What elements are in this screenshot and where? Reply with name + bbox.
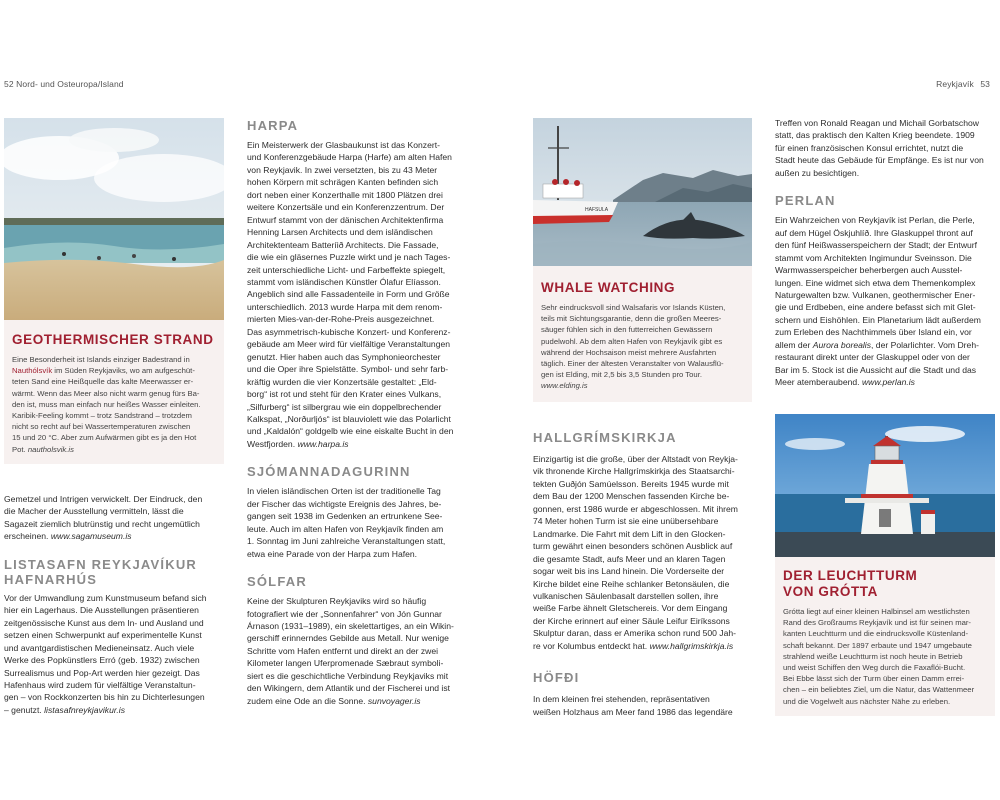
text-line: auf dem Hügel Öskjuhlíð. Ihre Glaskuppel thront auf (775, 227, 973, 238)
sjomannadagurinn-heading: SJÓMANNADAGURINN (247, 464, 411, 480)
text-line: zeit unterschiedliche Licht- und Farbeffekte spiegelt, (247, 264, 446, 275)
geo-line: den ist, muss man einfach nur heißes Wasser einleiten. (12, 399, 201, 409)
text-line: gebäude am Meer wird für vielfältige Veranstaltungen (247, 339, 451, 350)
harpa-heading: HARPA (247, 118, 299, 133)
text-line: tekten Guðjón Samúelsson. Bereits 1945 wurde mit (533, 478, 729, 489)
text-line: In vielen isländischen Orten ist der traditionelle Tag (247, 486, 441, 497)
sagamuseum-web-link[interactable]: www.sagamuseum.is (50, 531, 132, 542)
text-line: strahlend weiße Leuchtturm ist noch heute in Betrieb (783, 651, 963, 661)
perlan-web-link[interactable]: www.perlan.is (861, 377, 915, 388)
column-3-text (533, 430, 753, 718)
perlan-text (775, 214, 997, 388)
text-line: Bei Ebbe lässt sich der Turm über einen Damm errei- (783, 674, 965, 684)
text-line: säuger fühlen sich in den futterreichen Gewässern (541, 325, 713, 335)
geothermal-beach-text (12, 354, 216, 455)
harpa-web-link[interactable]: www.harpa.is (297, 438, 349, 449)
text-line: und avantgardistischen Medieneinsatz. Auch viele (4, 642, 195, 653)
elding-web-link[interactable]: www.elding.is (541, 381, 588, 391)
text-line: stammt vom Architekten Ingimundur Sveinsson. Die (775, 252, 972, 263)
text-line: während der Hochsaison meist mehrere Ausfahrten (541, 347, 717, 357)
text-line: Architektenteam Batteríið Architects. Die Fassade, (247, 239, 439, 250)
text-line: kanten Leuchtturm und die eindrucksvolle Küstenland- (783, 629, 969, 639)
geo-line: Pot. (12, 444, 28, 454)
text-line: hohen Körpern mit schrägen Kanten befinden sich (247, 177, 439, 188)
column-4-text (775, 117, 997, 389)
text-line: gerschiff erinnerndes Gebilde aus Metall. Nur wenige (247, 633, 449, 644)
grotta-lighthouse-box (775, 557, 995, 716)
hallgrimskirkja-heading: HALLGRÍMSKIRKJA (533, 430, 677, 445)
geo-line: wärmt. Wenn das Meer also nicht warm genug fürs Ba- (12, 388, 200, 398)
listasafn-web-link[interactable]: listasafnreykjavikur.is (44, 704, 126, 715)
nautholsvik-link[interactable]: Nauthólsvík (12, 366, 53, 376)
right-section-title: Reykjavík (936, 79, 974, 89)
right-page-number: 53 (980, 79, 990, 89)
text-line: die Macher der Ausstellung vermitteln, lässt die (4, 506, 184, 517)
title-line: DER LEUCHTTURM (783, 568, 918, 583)
whale-illustration (533, 118, 752, 266)
text-line: Bar im 5. Stock ist die Aussicht auf die Stadt und das (775, 364, 977, 375)
running-head-right (936, 79, 994, 89)
geo-line: Karibik-Feeling kommt – trotz Sandstrand – trotzdem (12, 411, 192, 421)
aurora-term: Aurora borealis (812, 339, 872, 350)
text-line: Treffen von Ronald Reagan und Michail Gorbatschow (775, 118, 979, 128)
text-line: zum Erleben des Nachthimmels über Island ein, vor (775, 327, 972, 338)
text-line: schaft bekannt. Der 1897 erbaute und 1947 umgebaute (783, 640, 972, 650)
text-line: setzen einen Schwerpunkt auf experimentelle Kunst (4, 630, 202, 641)
text-line: Schritte vom Hafen entfernt und direkt an der zwei (247, 645, 439, 656)
sjomannadagurinn-text (247, 485, 472, 560)
text-line: Árnason (1931–1989), ein skelettartiges, an ein Wikin- (247, 620, 454, 631)
text-line: weißen Holzhaus am Meer fand 1986 das legendäre (533, 706, 733, 717)
text-line: Landmarke. Die Fahrt mit dem Lift in den Glocken- (533, 528, 726, 539)
text-line: teils mit Sichtungsgarantie, denn die großen Meeres- (541, 314, 722, 324)
text-line: Hafenhaus wird zudem für vielfältige Veranstaltun- (4, 679, 196, 690)
text-line: – genutzt. (4, 704, 45, 715)
whale-watching-photo (533, 118, 752, 266)
text-line: Kalkspat, „Norðurljós“ ist blauviolett wie das Polarlicht (247, 413, 451, 424)
text-line: pudelwohl. Ab dem alten Hafen von Reykjavík gibt es (541, 336, 723, 346)
text-line: stammt vom isländischen Künstler Ólafur Elíasson. (247, 276, 441, 287)
text-line: Westfjorden. (247, 438, 298, 449)
text-line: etwa eine Parade von der Harpa zum Hafen. (247, 548, 418, 559)
text-line: schern und Eishöhlen. Ein Planetarium lädt außerdem (775, 314, 981, 325)
text-line: und „Kaldalón“ goldgelb wie eine eiskalte Bucht in den (247, 426, 454, 437)
text-line: Grótta liegt auf einer kleinen Halbinsel am westlichsten (783, 607, 970, 616)
whale-watching-title: WHALE WATCHING (541, 280, 676, 295)
grotta-lighthouse-title (783, 568, 987, 600)
text-line: außen zu besichtigen. (775, 167, 860, 178)
geo-line: teten Sand eine Heißquelle das kalte Meerwasser er- (12, 377, 194, 387)
text-line: lungen. Eine widmet sich etwa dem Themenkomplex (775, 277, 976, 288)
text-line: kräftig wurden die vier Konzertsäle gestaltet: „Eld- (247, 376, 437, 387)
text-line: genutzt. Hier haben auch das Symphonieorchester (247, 351, 441, 362)
text-line: Meer atemberaubend. (775, 377, 862, 388)
beach-illustration (4, 118, 224, 320)
text-line: 74 Meter hohen Turm ist sie eine unübersehbare (533, 516, 719, 527)
whale-watching-text (541, 302, 744, 392)
running-head-left (4, 79, 124, 89)
geothermal-beach-box (4, 320, 224, 464)
text-line: und weist Schiffen den Weg durch die Faxaflói-Bucht. (783, 663, 966, 673)
grotta-lighthouse-text (783, 606, 987, 707)
text-line: gen – von Rockkonzerten bis hin zu Dichterlesungen (4, 692, 205, 703)
text-line: vik thronende Kirche Hallgrímskirkja des Staatsarchi- (533, 466, 735, 477)
left-section-title: Nord- und Osteuropa/Island (16, 79, 124, 89)
geo-line: nicht so recht auf bei Wassertemperaturen zwischen (12, 422, 191, 432)
text-line: Gemetzel und Intrigen verwickelt. Der Eindruck, den (4, 494, 203, 504)
text-line: Kilometer langen Uferpromenade Sæbraut symboli- (247, 658, 444, 669)
text-line: Werke des Popkünstlers Erró (geb. 1932) zwischen (4, 655, 200, 666)
text-line: Ein Wahrzeichen von Reykjavík ist Perlan, die Perle, (775, 215, 975, 226)
text-line: Sehr eindrucksvoll sind Walsafaris vor Islands Küsten, (541, 303, 726, 312)
beach-photo (4, 118, 224, 320)
text-line: und Konferenzgebäude Harpa (Harfe) am alten Hafen (247, 152, 452, 163)
text-line: Kirche bildet eine Reihe schlanker Betonsäulen, die (533, 578, 730, 589)
text-line: Einzigartig ist die große, über der Altstadt von Reykja- (533, 454, 738, 464)
whale-watching-box (533, 266, 752, 402)
text-line: Ein Meisterwerk der Glasbaukunst ist das Konzert- (247, 140, 440, 150)
text-line: weiße Farbe ähnelt Gletschereis. Vor dem Eingang (533, 603, 728, 614)
text-line: siert es die geschichtliche Verbindung Reykjaviks mit (247, 670, 449, 681)
lighthouse-photo (775, 414, 995, 557)
text-line: täglich. Einer der ältesten Veranstalter von Walausflü- (541, 359, 724, 369)
geo-line: im Süden Reykjaviks, wo am aufgeschüt- (52, 366, 195, 376)
text-line: und die Vogelwelt aus nächster Nähe zu erleben. (783, 696, 951, 706)
text-line: die wie ein gläsernes Puzzle wirkt und je nach Tages- (247, 252, 451, 263)
text-line: der Fischer das wichtigste Ereignis des Jahres, be- (247, 498, 442, 509)
text-line: statt, das praktisch den Kalten Krieg beendete. 1909 (775, 130, 975, 141)
text-line: chen – ein beliebtes Ziel, um die Natur, das Wattenmeer (783, 685, 975, 695)
text-line: gen ist Elding, mit 2,5 bis 3,5 Stunden pro Tour. (541, 370, 702, 380)
text-line: Keine der Skulpturen Reykjaviks wird so häufig (247, 596, 427, 607)
column-1-text (4, 493, 224, 716)
harpa-text (247, 139, 472, 450)
text-line: zeitgenössische Kunst aus dem In- und Ausland und (4, 617, 204, 628)
text-line: Surrealismus und Pop-Art werden hier gezeigt. Das (4, 667, 200, 678)
column-2-text (247, 118, 472, 707)
text-line: gie und Erdbeben, eine andere befasst sich mit Glet- (775, 302, 976, 313)
lighthouse-illustration (775, 414, 995, 557)
geothermal-beach-title: GEOTHERMISCHER STRAND (12, 332, 214, 347)
text-line: von Reykjavik. In zwei versetzten, bis zu 43 Meter (247, 164, 438, 175)
geo-line: 15 und 20 °C. Aber zum Aufwärmen gibt es ja den Hot (12, 433, 197, 443)
text-line: „Silfurberg“ ist silbergrau wie ein doppelbrechender (247, 401, 442, 412)
text-line: Stadt heute das Gebäude für Empfänge. Es ist nur von (775, 155, 984, 166)
perlan-heading: PERLAN (775, 193, 836, 209)
text-line: Sagazeit ziemlich blutrünstig und recht ungemütlich (4, 518, 200, 529)
hallgrimskirkja-web-link[interactable]: www.hallgrimskirkja.is (649, 640, 734, 651)
text-line: unterschiedlich. 2013 wurde Harpa mit dem renom- (247, 301, 443, 312)
hofdi-text (533, 693, 753, 718)
text-line: Henning Larsen Architects und dem isländischen (247, 227, 433, 238)
text-line: mierten Mies-van-der-Rohe-Preis ausgezeichnet. (247, 314, 435, 325)
text-line: In dem kleinen frei stehenden, repräsentativen (533, 694, 710, 705)
text-line: sogar weit bis ins Land hinein. Die Vorderseite der (533, 566, 725, 577)
text-line: dort neben einer Konzerthalle mit 1800 Plätzen drei (247, 189, 443, 200)
text-line: Angeblich sind alle Fassadenteile in Form und Größe (247, 289, 450, 300)
heading-line: LISTASAFN REYKJAVÍKUR (4, 556, 198, 572)
text-line: restaurant direkt unter der Glaskuppel oder von der (775, 352, 970, 363)
text-line: Das asymmetrisch-kubische Konzert- und Konferenz- (247, 326, 451, 337)
listasafn-heading (4, 557, 224, 587)
text-line: Skulptur daran, dass er Amerika schon rund 500 Jah- (533, 628, 737, 639)
hofdi-heading: HÖFÐI (533, 670, 580, 686)
text-line: den fünf Heißwasserspeichern der Stadt; der Entwurf (775, 240, 978, 251)
text-line: borg“ ist rot und steht für den Krater eines Vulkans, (247, 389, 442, 400)
text-line: gonnen, erst 1986 wurde er abgeschlossen. Mit ihrem (533, 503, 738, 514)
text-line: die gesamte Stadt, aufs Meer und an klaren Tagen (533, 553, 726, 564)
text-line: dem Bau der 1200 Menschen fassenden Kirche be- (533, 491, 730, 502)
heading-line: HAFNARHÚS (4, 571, 98, 587)
text-line: den Wikingern, dem Atlantik und der Fischerei und ist (247, 683, 451, 694)
text-line: leute. Auch im alten Hafen von Reykjavík finden am (247, 523, 444, 534)
left-page-number: 52 (4, 79, 14, 89)
geo-line: Eine Besonderheit ist Islands einziger Badestrand in (12, 355, 190, 364)
text-line: zudem eine Ode an die Sonne. (247, 695, 368, 706)
text-line: hier ein Lagerhaus. Die Ausstellungen präsentieren (4, 605, 199, 616)
text-line: Vor der Umwandlung zum Kunstmuseum befand sich (4, 592, 207, 603)
text-line: weitere Konzertsäle und ein Konferenzzentrum. Der (247, 202, 445, 213)
text-line: Rand des Großraums Reykjavík und ist für seinen mar- (783, 618, 971, 628)
text-line: 1. Sonntag im Juni zahlreiche Veranstaltungen statt, (247, 536, 446, 547)
boat-name-label: HAFSULA (585, 207, 609, 213)
sunvoyager-web-link[interactable]: sunvoyager.is (367, 695, 421, 706)
solfar-heading: SÓLFAR (247, 574, 307, 590)
nautholsvik-web-link[interactable]: nautholsvik.is (27, 444, 74, 454)
listasafn-text (4, 592, 224, 717)
solfar-text (247, 595, 472, 707)
hallgrimskirkja-text (533, 453, 753, 652)
text-line: gangen seit 1938 im Gedenken an ertrunkene See- (247, 511, 443, 522)
text-line: turm gewährt einen besonders schönen Ausblick auf (533, 541, 733, 552)
text-line: Warmwasserspeicher beherbergen auch Ausstel- (775, 265, 963, 276)
text-line: fotografiert wie der „Sonnenfahrer“ von Jón Gunnar (247, 608, 442, 619)
text-line: vulkanischen Säulenbasalt darstellen sollen, ihre (533, 590, 719, 601)
text-line: erscheinen. (4, 531, 51, 542)
text-line: Entwurf stammt von der dänischen Architektenfirma (247, 214, 444, 225)
text-line: der Kirche erinnert auf einer Säule Leifur Eiríkssons (533, 615, 730, 626)
text-line: allem der (775, 339, 813, 350)
title-line: VON GRÓTTA (783, 584, 878, 599)
text-line: , der Polarlichter. Vom Dreh- (871, 339, 979, 350)
text-line: re vor Kolumbus entdeckt hat. (533, 640, 650, 651)
text-line: und die Oper ihre Spielstätte. Symbol- und sehr farb- (247, 364, 449, 375)
text-line: Naturgewalten bzw. Vulkanen, geothermischer Ener- (775, 289, 976, 300)
text-line: für einen französischen Konsul errichtet, nutzt die (775, 142, 964, 153)
